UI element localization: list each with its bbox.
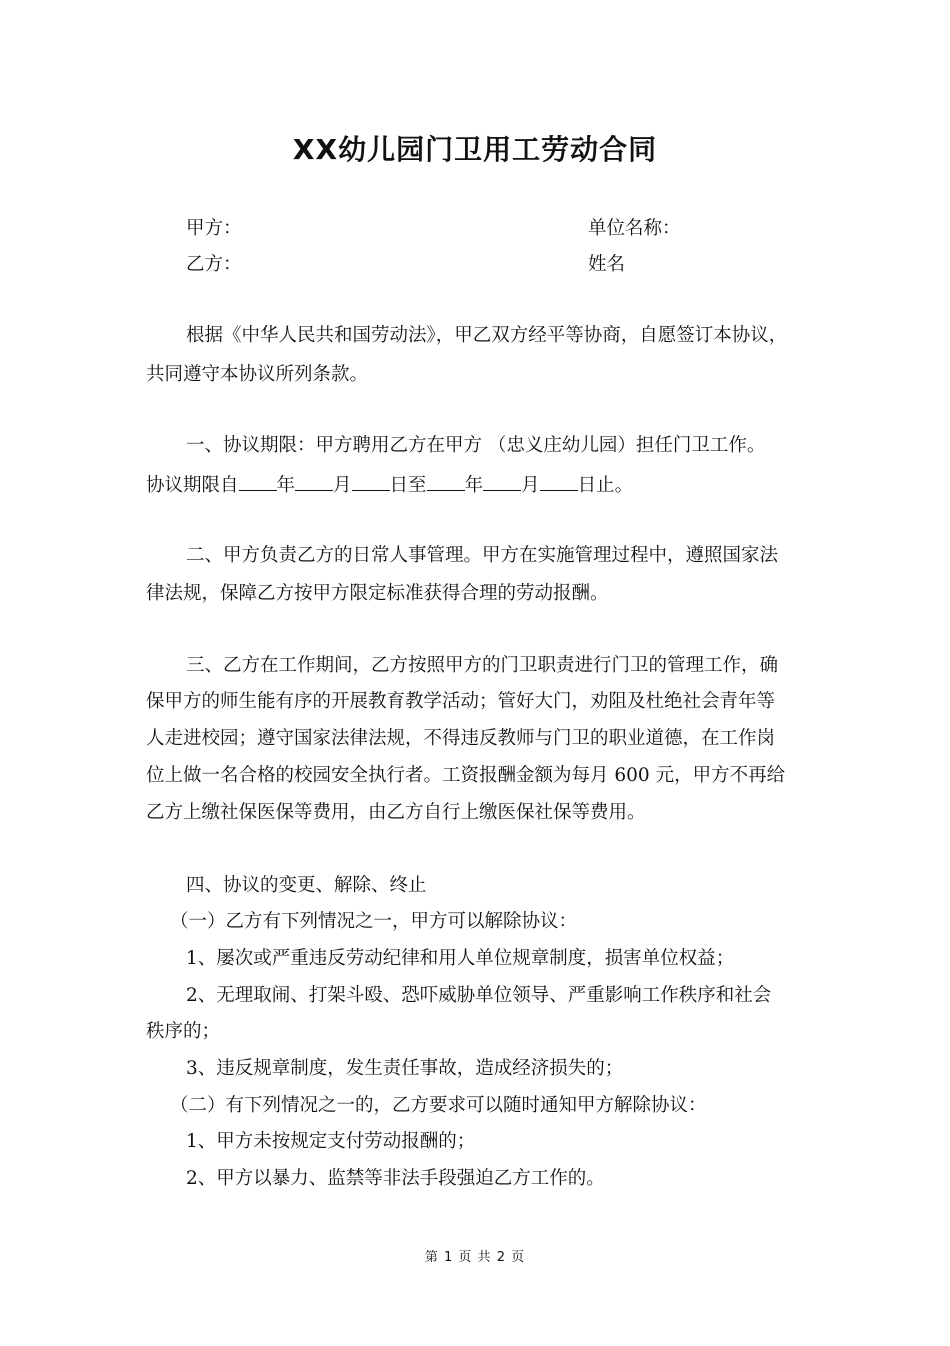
term-text-year-end: 年: [464, 475, 484, 496]
term-text-month-end: 月: [521, 475, 540, 496]
blank-start-day: [352, 472, 390, 491]
clause-4-sub-1-item-3: 3、违反规章制度，发生责任事故，造成经济损失的；: [186, 1058, 624, 1079]
clause-4-sub-1-item-1: 1、屡次或严重违反劳动纪律和用人单位规章制度，损害单位权益；: [186, 948, 735, 969]
blank-end-day: [540, 472, 578, 491]
term-text-year: 年: [276, 475, 296, 496]
clause-4-sub-1-item-2-line-1: 2、无理取闹、打架斗殴、恐吓威胁单位领导、严重影响工作秩序和社会: [186, 985, 772, 1006]
party-a-unit-label: 单位名称：: [588, 218, 681, 239]
clause-1-line-2: [146, 472, 633, 498]
clause-4-sub-2: （二）有下列情况之一的，乙方要求可以随时通知甲方解除协议：: [170, 1095, 707, 1116]
clause-3-line-4: 位上做一名合格的校园安全执行者。工资报酬金额为每月 600 元，甲方不再给: [146, 765, 786, 786]
clause-4-heading: 四、协议的变更、解除、终止: [186, 875, 427, 896]
clause-3-line-3: 人走进校园；遵守国家法律法规，不得违反教师与门卫的职业道德，在工作岗: [146, 728, 776, 749]
clause-3-line-1: 三、乙方在工作期间，乙方按照甲方的门卫职责进行门卫的管理工作，确: [186, 655, 779, 676]
term-text-day-to: 日至: [389, 475, 427, 496]
clause-2-line-2: 律法规，保障乙方按甲方限定标准获得合理的劳动报酬。: [146, 583, 609, 604]
party-b-label: 乙方：: [186, 254, 242, 275]
clause-3-line-2: 保甲方的师生能有序的开展教育教学活动；管好大门，劝阻及杜绝社会青年等: [146, 691, 776, 712]
term-text-end: 日止。: [577, 475, 634, 496]
party-b-name-label: 姓名: [588, 254, 626, 275]
clause-1-line-1: 一、协议期限：甲方聘用乙方在甲方 （忠义庄幼儿园）担任门卫工作。: [186, 435, 766, 456]
party-a-label: 甲方：: [186, 218, 242, 239]
clause-2-line-1: 二、甲方负责乙方的日常人事管理。甲方在实施管理过程中，遵照国家法: [186, 545, 779, 566]
blank-end-year: [427, 472, 465, 491]
document-title: XX幼儿园门卫用工劳动合同: [292, 133, 658, 166]
term-text-month: 月: [333, 475, 352, 496]
intro-line-1: 根据《中华人民共和国劳动法》，甲乙双方经平等协商，自愿签订本协议，: [186, 325, 788, 346]
page-footer: 第 1 页 共 2 页: [424, 1250, 526, 1265]
clause-4-sub-1: （一）乙方有下列情况之一，甲方可以解除协议：: [170, 911, 578, 932]
clause-4-sub-1-item-2-line-2: 秩序的；: [146, 1021, 221, 1042]
intro-line-2: 共同遵守本协议所列条款。: [146, 364, 369, 385]
term-text-start: 协议期限自: [146, 475, 239, 496]
clause-3-line-5: 乙方上缴社保医保等费用，由乙方自行上缴医保社保等费用。: [146, 802, 646, 823]
blank-start-year: [239, 472, 277, 491]
blank-start-month: [295, 472, 333, 491]
clause-4-sub-2-item-2: 2、甲方以暴力、监禁等非法手段强迫乙方工作的。: [186, 1168, 605, 1189]
clause-4-sub-2-item-1: 1、甲方未按规定支付劳动报酬的；: [186, 1131, 476, 1152]
blank-end-month: [483, 472, 521, 491]
